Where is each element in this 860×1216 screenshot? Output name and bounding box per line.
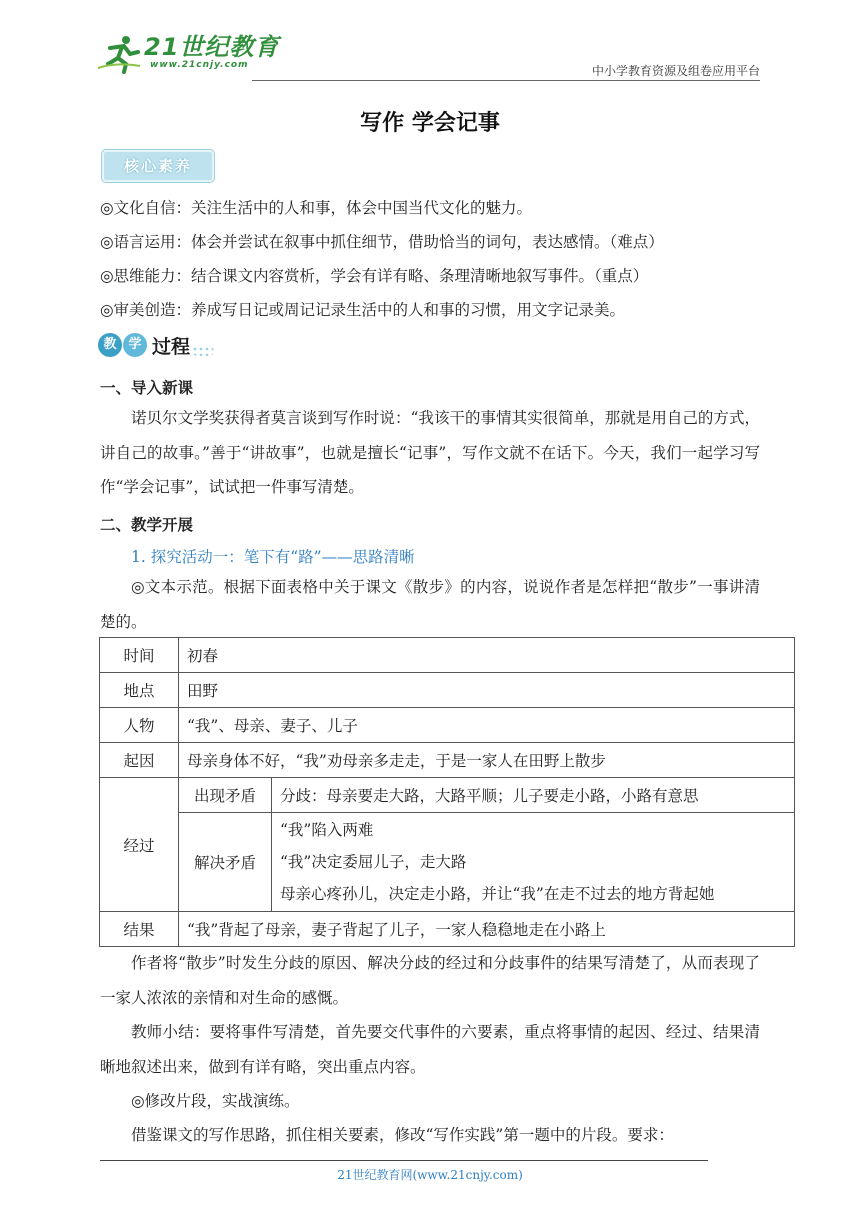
core-item-thinking: ◎思维能力：结合课文内容赏析，学会有详有略、条理清晰地叙写事件。（重点） bbox=[100, 267, 649, 285]
table-row bbox=[100, 778, 795, 813]
logo-url: www.21cnjy.com bbox=[150, 60, 249, 70]
cell-value: 田野 bbox=[179, 673, 795, 708]
logo-text: 21世纪教育 bbox=[144, 33, 280, 61]
cell-label: 地点 bbox=[100, 673, 179, 708]
page-header bbox=[96, 34, 760, 78]
cell-value: 初春 bbox=[179, 638, 795, 673]
teaching-process-badge bbox=[98, 330, 214, 360]
badge-char-1: 教 bbox=[98, 333, 122, 357]
cell-label: 结果 bbox=[100, 912, 179, 947]
practice-instruction-paragraph: 借鉴课文的写作思路，抓住相关要素，修改“写作实践”第一题中的片段。要求： bbox=[131, 1126, 674, 1144]
activity-title: 1. 探究活动一：笔下有“路”——思路清晰 bbox=[131, 548, 415, 566]
badge-text: 过程 bbox=[152, 335, 191, 358]
cell-label: 经过 bbox=[100, 778, 179, 912]
cell-value: 母亲身体不好，“我”劝母亲多走走，于是一家人在田野上散步 bbox=[179, 743, 795, 778]
core-literacy-label: 核心素养 bbox=[123, 157, 192, 175]
core-item-culture: ◎文化自信：关注生活中的人和事，体会中国当代文化的魅力。 bbox=[100, 199, 533, 217]
table-row bbox=[100, 912, 795, 947]
intro-paragraph: 诺贝尔文学奖获得者莫言谈到写作时说：“我该干的事情其实很简单，那就是用自己的方式，讲自己的故事。”善于“讲故事”，也就是擅长“记事”，写作文就不在话下。今天，我们一起学习写作“学会记事”，试试把一件事写清楚。 bbox=[100, 409, 760, 496]
cell-label: 人物 bbox=[100, 708, 179, 743]
dots-decoration-icon bbox=[192, 346, 214, 356]
cell-value: “我”背起了母亲，妻子背起了儿子，一家人稳稳地走在小路上 bbox=[179, 912, 795, 947]
cell-value bbox=[272, 813, 795, 912]
resolve-line: “我”陷入两难 bbox=[280, 821, 374, 839]
cell-sublabel: 出现矛盾 bbox=[179, 778, 272, 813]
table-row bbox=[100, 743, 795, 778]
resolve-line: 母亲心疼孙儿，决定走小路，并让“我”在走不过去的地方背起她 bbox=[280, 885, 715, 903]
logo bbox=[96, 34, 279, 78]
cell-value: 分歧：母亲要走大路，大路平顺；儿子要走小路，小路有意思 bbox=[272, 778, 795, 813]
core-item-language: ◎语言运用：体会并尝试在叙事中抓住细节，借助恰当的词句，表达感情。（难点） bbox=[100, 233, 664, 251]
section-heading-intro: 一、导入新课 bbox=[100, 379, 194, 397]
analysis-paragraph: 作者将“散步”时发生分歧的原因、解决分歧的经过和分歧事件的结果写清楚了，从而表现了一家人浓浓的亲情和对生命的感慨。 bbox=[100, 954, 760, 1007]
page-footer: 21世纪教育网(www.21cnjy.com) bbox=[337, 1168, 523, 1182]
footer-divider bbox=[100, 1160, 708, 1161]
badge-char-2: 学 bbox=[123, 333, 147, 357]
table-row bbox=[100, 708, 795, 743]
resolve-line: “我”决定委屈儿子，走大路 bbox=[280, 853, 467, 871]
table-row bbox=[100, 673, 795, 708]
page-title: 写作 学会记事 bbox=[360, 111, 500, 136]
practice-heading-paragraph: ◎修改片段，实战演练。 bbox=[131, 1092, 300, 1110]
table-row bbox=[100, 638, 795, 673]
header-divider bbox=[252, 80, 760, 81]
story-elements-table bbox=[99, 637, 795, 947]
teacher-summary-paragraph: 教师小结：要将事件写清楚，首先要交代事件的六要素，重点将事情的起因、经过、结果清晰地叙述出来，做到有详有略，突出重点内容。 bbox=[100, 1023, 760, 1076]
table-row bbox=[100, 813, 795, 912]
runner-logo-icon bbox=[96, 34, 142, 74]
cell-label: 起因 bbox=[100, 743, 179, 778]
cell-label: 时间 bbox=[100, 638, 179, 673]
cell-value: “我”、母亲、妻子、儿子 bbox=[179, 708, 795, 743]
platform-name: 中小学教育资源及组卷应用平台 bbox=[591, 64, 760, 78]
text-demo-paragraph: ◎文本示范。根据下面表格中关于课文《散步》的内容，说说作者是怎样把“散步”一事讲清楚的。 bbox=[100, 578, 760, 631]
cell-sublabel: 解决矛盾 bbox=[179, 813, 272, 912]
core-literacy-badge bbox=[102, 150, 214, 182]
core-item-aesthetic: ◎审美创造：养成写日记或周记记录生活中的人和事的习惯，用文字记录美。 bbox=[100, 301, 626, 319]
section-heading-teaching: 二、教学开展 bbox=[100, 516, 194, 534]
